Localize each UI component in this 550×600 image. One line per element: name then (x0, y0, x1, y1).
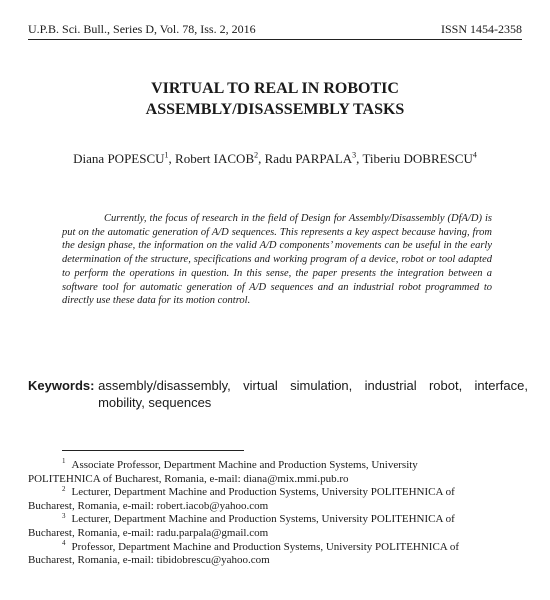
footnote-text: Lecturer, Department Machine and Production Systems, University POLITEHNICA of (71, 486, 455, 499)
author-3 (265, 151, 357, 166)
footnote-text: Associate Professor, Department Machine and Production Systems, University (71, 459, 418, 471)
issn: ISSN 1454-2358 (440, 22, 522, 36)
author-4 (362, 151, 476, 166)
author-list: Diana POPESCU$^1$, Robert IACOB$^2$, Radu PARPALA$^3$, Tiberiu DOBRESCU$^4$ (73, 150, 477, 166)
footnote-text: Lecturer, Department Machine and Production Systems, University POLITEHNICA of (71, 513, 455, 526)
footnote-4 (28, 538, 522, 568)
author-name: Diana POPESCU (73, 151, 165, 166)
footnote-text-cont: POLITEHNICA of Bucharest, Romania, e-mail: diana@mix.mmi.pub.ro (28, 472, 349, 485)
header-rule (28, 39, 522, 40)
footnote-text-cont: Bucharest, Romania, e-mail: tibidobrescu@yahoo.com (28, 554, 270, 567)
footnote-mark: 4 (62, 538, 66, 547)
author-2 (175, 151, 258, 166)
footnote-3 (28, 511, 522, 540)
footnote-text-cont: Bucharest, Romania, e-mail: radu.parpala@gmail.com (28, 526, 269, 539)
keywords-values: assembly/disassembly, virtual simulation, industrial robot, interface, mobility, sequences (98, 378, 528, 410)
author-name: Radu PARPALA (264, 151, 353, 166)
footnote-mark: 1 (62, 457, 66, 466)
running-header (28, 22, 522, 36)
footnote-text: Professor, Department Machine and Production Systems, University POLITEHNICA of (71, 540, 460, 553)
author-mark: 4 (472, 150, 477, 160)
footnote-mark: 2 (62, 484, 66, 493)
footnote-2 (28, 484, 522, 513)
author-mark: 1 (164, 150, 169, 160)
abstract: Currently, the focus of research in the field of Design for Assembly/Disassembly (DfA/D) is put on the automatic generation of A/D sequences. This represents a key aspect because having, from the design phase, the information on the valid A/D components’ movements can be useful in the early determination of the structure, specifications and working program of a device, robot or tool adapted to perform the operations in question. In this sense, the paper presents the integration between a software tool for automatic generation of A/D sequences and an industrial robot programmed to directly use these data for its motion control. (62, 213, 492, 307)
footnote-mark: 3 (62, 511, 66, 520)
footnote-text-cont: Bucharest, Romania, e-mail: robert.iacob@yahoo.com (28, 499, 269, 512)
journal-citation: U.P.B. Sci. Bull., Series D, Vol. 78, Iss. 2, 2016 (28, 22, 256, 36)
author-mark: 3 (352, 150, 357, 160)
author-1 (73, 151, 168, 166)
footnotes (28, 457, 522, 568)
title-line-1: VIRTUAL TO REAL IN ROBOTIC (151, 80, 399, 97)
author-name: Tiberiu DOBRESCU (362, 151, 473, 166)
keywords-block (28, 377, 528, 411)
title-line-2: ASSEMBLY/DISASSEMBLY TASKS (145, 101, 405, 118)
keywords-label: Keywords: (28, 378, 99, 393)
paper-title (0, 78, 550, 120)
footnote-1 (28, 457, 522, 486)
author-name: Robert IACOB (175, 151, 255, 166)
author-mark: 2 (254, 150, 259, 160)
footnote-rule (62, 450, 244, 451)
